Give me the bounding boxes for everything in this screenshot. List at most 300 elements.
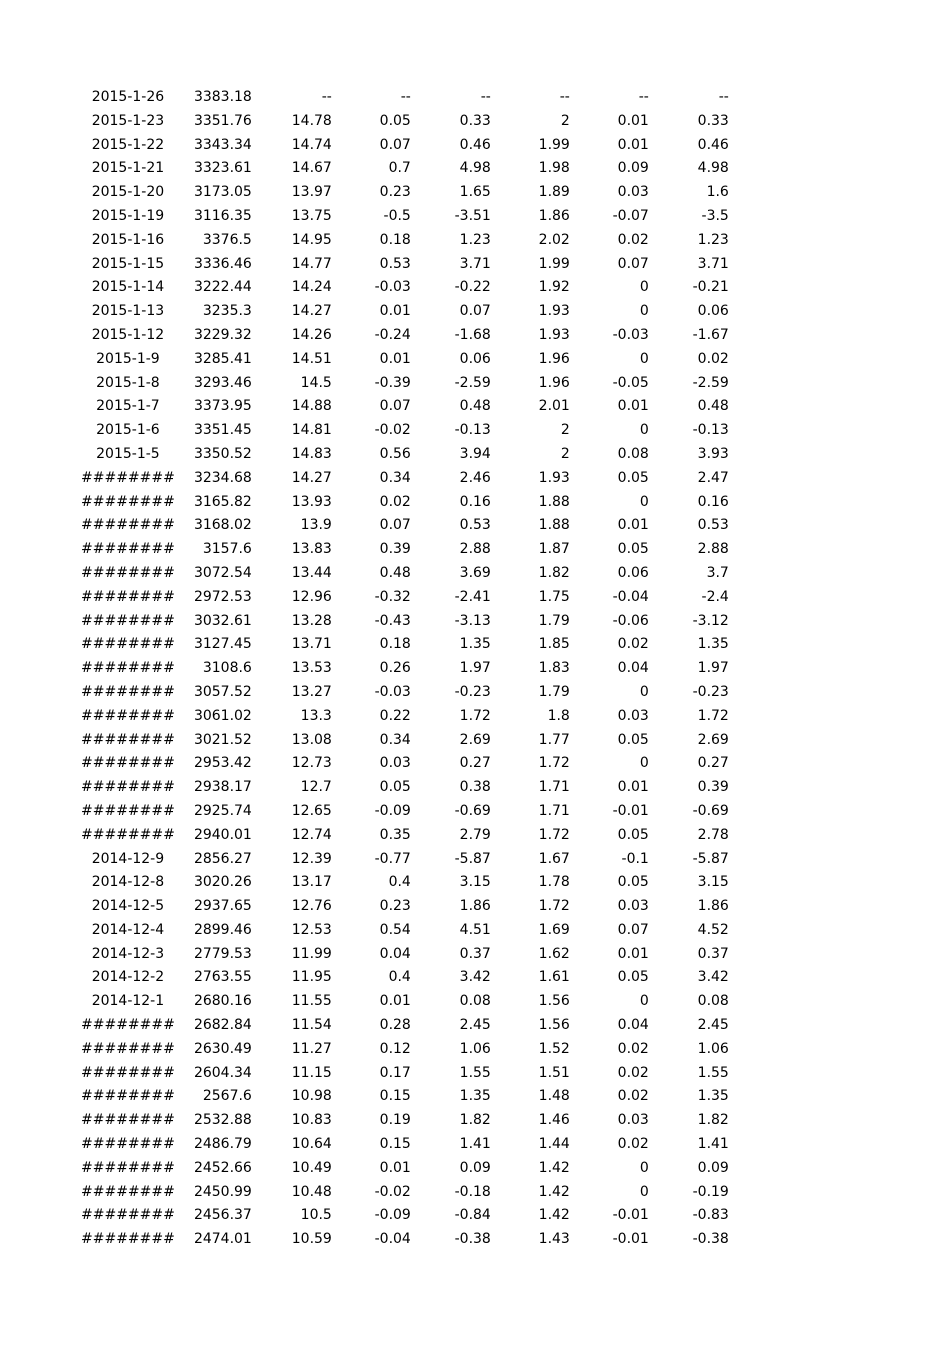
- col8-cell[interactable]: -0.38: [692, 1231, 729, 1248]
- col5-cell[interactable]: 0.38: [459, 779, 491, 796]
- col8-cell[interactable]: -0.69: [692, 802, 729, 819]
- col3-cell[interactable]: 14.26: [291, 326, 332, 343]
- col3-cell[interactable]: 13.93: [291, 493, 332, 510]
- col4-cell[interactable]: 0.4: [388, 969, 411, 986]
- col8-cell[interactable]: 2.69: [697, 731, 729, 748]
- col4-cell[interactable]: 0.15: [379, 1088, 411, 1105]
- col3-cell[interactable]: 13.9: [300, 517, 332, 534]
- col4-cell[interactable]: -0.32: [374, 588, 411, 605]
- col8-cell[interactable]: 2.78: [697, 826, 729, 843]
- col8-cell[interactable]: 3.7: [706, 564, 729, 581]
- col8-cell[interactable]: -3.5: [701, 207, 729, 224]
- close-cell[interactable]: 3165.82: [193, 493, 252, 510]
- col6-cell[interactable]: 2: [560, 112, 570, 129]
- close-cell[interactable]: 3157.6: [202, 541, 252, 558]
- col4-cell[interactable]: 0.35: [379, 826, 411, 843]
- col3-cell[interactable]: 13.28: [291, 612, 332, 629]
- col8-cell[interactable]: --: [718, 89, 729, 105]
- close-cell[interactable]: 3235.3: [202, 303, 252, 320]
- close-cell[interactable]: 2856.27: [193, 850, 252, 867]
- date-cell[interactable]: 2015-1-23: [91, 112, 165, 129]
- close-cell[interactable]: 2456.37: [193, 1207, 252, 1224]
- close-cell[interactable]: 3351.76: [193, 112, 252, 129]
- date-cell[interactable]: ########: [81, 1183, 175, 1200]
- col4-cell[interactable]: -0.02: [374, 422, 411, 439]
- col4-cell[interactable]: 0.54: [379, 921, 411, 938]
- col8-cell[interactable]: 0.53: [697, 517, 729, 534]
- col8-cell[interactable]: -0.21: [692, 279, 729, 296]
- date-cell[interactable]: ########: [81, 541, 175, 558]
- col4-cell[interactable]: 0.48: [379, 564, 411, 581]
- col4-cell[interactable]: 0.18: [379, 636, 411, 653]
- col4-cell[interactable]: 0.34: [379, 469, 411, 486]
- col5-cell[interactable]: 4.98: [459, 160, 491, 177]
- col7-cell[interactable]: 0.05: [617, 541, 649, 558]
- close-cell[interactable]: 2779.53: [193, 945, 252, 962]
- col6-cell[interactable]: 1.42: [538, 1159, 570, 1176]
- col5-cell[interactable]: 1.97: [459, 660, 491, 677]
- date-cell[interactable]: ########: [81, 1064, 175, 1081]
- col6-cell[interactable]: 1.46: [538, 1112, 570, 1129]
- col5-cell[interactable]: 0.16: [459, 493, 491, 510]
- col5-cell[interactable]: 1.86: [459, 898, 491, 915]
- date-cell[interactable]: ########: [81, 1207, 175, 1224]
- col5-cell[interactable]: 0.33: [459, 112, 491, 129]
- col8-cell[interactable]: -5.87: [692, 850, 729, 867]
- col6-cell[interactable]: 1.86: [538, 207, 570, 224]
- col5-cell[interactable]: -3.13: [454, 612, 491, 629]
- col7-cell[interactable]: 0.08: [617, 445, 649, 462]
- col6-cell[interactable]: 1.82: [538, 564, 570, 581]
- col4-cell[interactable]: 0.56: [379, 445, 411, 462]
- col7-cell[interactable]: 0.07: [617, 255, 649, 272]
- col3-cell[interactable]: 10.5: [300, 1207, 332, 1224]
- col5-cell[interactable]: 1.06: [459, 1040, 491, 1057]
- col6-cell[interactable]: 1.62: [538, 945, 570, 962]
- col4-cell[interactable]: 0.01: [379, 303, 411, 320]
- close-cell[interactable]: 3350.52: [193, 445, 252, 462]
- date-cell[interactable]: ########: [81, 731, 175, 748]
- col3-cell[interactable]: 13.27: [291, 683, 332, 700]
- col6-cell[interactable]: 1.67: [538, 850, 570, 867]
- date-cell[interactable]: ########: [81, 588, 175, 605]
- col5-cell[interactable]: 0.08: [459, 993, 491, 1010]
- col3-cell[interactable]: 14.78: [291, 112, 332, 129]
- col8-cell[interactable]: 1.35: [697, 636, 729, 653]
- date-cell[interactable]: ########: [81, 1040, 175, 1057]
- date-cell[interactable]: 2015-1-12: [91, 326, 165, 343]
- col6-cell[interactable]: 1.44: [538, 1136, 570, 1153]
- col8-cell[interactable]: 0.02: [697, 350, 729, 367]
- date-cell[interactable]: ########: [81, 1112, 175, 1129]
- col3-cell[interactable]: 13.75: [291, 207, 332, 224]
- col3-cell[interactable]: 14.95: [291, 231, 332, 248]
- col6-cell[interactable]: 1.52: [538, 1040, 570, 1057]
- col4-cell[interactable]: 0.7: [388, 160, 411, 177]
- col3-cell[interactable]: 10.59: [291, 1231, 332, 1248]
- close-cell[interactable]: 3168.02: [193, 517, 252, 534]
- col6-cell[interactable]: 1.56: [538, 993, 570, 1010]
- col4-cell[interactable]: -0.03: [374, 279, 411, 296]
- col5-cell[interactable]: 3.15: [459, 874, 491, 891]
- col4-cell[interactable]: 0.03: [379, 755, 411, 772]
- col4-cell[interactable]: 0.19: [379, 1112, 411, 1129]
- col3-cell[interactable]: 10.48: [291, 1183, 332, 1200]
- col7-cell[interactable]: --: [638, 89, 649, 105]
- col8-cell[interactable]: 1.97: [697, 660, 729, 677]
- col3-cell[interactable]: 12.7: [300, 779, 332, 796]
- col8-cell[interactable]: 1.72: [697, 707, 729, 724]
- col4-cell[interactable]: 0.05: [379, 112, 411, 129]
- col7-cell[interactable]: 0.06: [617, 564, 649, 581]
- col4-cell[interactable]: 0.18: [379, 231, 411, 248]
- col4-cell[interactable]: 0.04: [379, 945, 411, 962]
- col7-cell[interactable]: 0.03: [617, 1112, 649, 1129]
- date-cell[interactable]: 2014-12-8: [91, 874, 165, 891]
- col8-cell[interactable]: 1.06: [697, 1040, 729, 1057]
- close-cell[interactable]: 3057.52: [193, 683, 252, 700]
- col6-cell[interactable]: 1.99: [538, 255, 570, 272]
- col6-cell[interactable]: 2.01: [538, 398, 570, 415]
- col5-cell[interactable]: 0.06: [459, 350, 491, 367]
- col4-cell[interactable]: 0.07: [379, 136, 411, 153]
- col5-cell[interactable]: 2.79: [459, 826, 491, 843]
- col8-cell[interactable]: -3.12: [692, 612, 729, 629]
- col8-cell[interactable]: 4.98: [697, 160, 729, 177]
- close-cell[interactable]: 2925.74: [193, 802, 252, 819]
- col7-cell[interactable]: 0.01: [617, 779, 649, 796]
- date-cell[interactable]: 2015-1-6: [96, 422, 160, 439]
- date-cell[interactable]: 2015-1-14: [91, 279, 165, 296]
- col5-cell[interactable]: --: [480, 89, 491, 105]
- col4-cell[interactable]: --: [400, 89, 411, 105]
- col7-cell[interactable]: 0.05: [617, 874, 649, 891]
- col5-cell[interactable]: -0.84: [454, 1207, 491, 1224]
- col8-cell[interactable]: 3.42: [697, 969, 729, 986]
- date-cell[interactable]: 2015-1-7: [96, 398, 160, 415]
- col7-cell[interactable]: 0.03: [617, 184, 649, 201]
- date-cell[interactable]: 2015-1-22: [91, 136, 165, 153]
- col4-cell[interactable]: 0.01: [379, 350, 411, 367]
- close-cell[interactable]: 2474.01: [193, 1231, 252, 1248]
- col3-cell[interactable]: 11.55: [291, 993, 332, 1010]
- col8-cell[interactable]: 0.33: [697, 112, 729, 129]
- col5-cell[interactable]: -2.59: [454, 374, 491, 391]
- col6-cell[interactable]: 1.42: [538, 1183, 570, 1200]
- col8-cell[interactable]: -2.4: [701, 588, 729, 605]
- col6-cell[interactable]: 1.51: [538, 1064, 570, 1081]
- date-cell[interactable]: 2015-1-15: [91, 255, 165, 272]
- col7-cell[interactable]: 0.05: [617, 826, 649, 843]
- close-cell[interactable]: 3032.61: [193, 612, 252, 629]
- date-cell[interactable]: ########: [81, 1017, 175, 1034]
- date-cell[interactable]: 2014-12-9: [91, 850, 165, 867]
- col5-cell[interactable]: 3.42: [459, 969, 491, 986]
- col7-cell[interactable]: 0.04: [617, 660, 649, 677]
- close-cell[interactable]: 3072.54: [193, 564, 252, 581]
- col7-cell[interactable]: -0.06: [612, 612, 649, 629]
- col4-cell[interactable]: 0.12: [379, 1040, 411, 1057]
- date-cell[interactable]: ########: [81, 1159, 175, 1176]
- col6-cell[interactable]: 1.83: [538, 660, 570, 677]
- col6-cell[interactable]: 1.96: [538, 374, 570, 391]
- close-cell[interactable]: 2953.42: [193, 755, 252, 772]
- close-cell[interactable]: 3336.46: [193, 255, 252, 272]
- col4-cell[interactable]: 0.07: [379, 398, 411, 415]
- col5-cell[interactable]: 2.46: [459, 469, 491, 486]
- col3-cell[interactable]: 11.99: [291, 945, 332, 962]
- col3-cell[interactable]: 12.74: [291, 826, 332, 843]
- col5-cell[interactable]: 1.82: [459, 1112, 491, 1129]
- col7-cell[interactable]: -0.05: [612, 374, 649, 391]
- date-cell[interactable]: ########: [81, 755, 175, 772]
- col5-cell[interactable]: -0.23: [454, 683, 491, 700]
- col8-cell[interactable]: 1.6: [706, 184, 729, 201]
- col8-cell[interactable]: 3.15: [697, 874, 729, 891]
- col7-cell[interactable]: 0: [639, 303, 649, 320]
- close-cell[interactable]: 3376.5: [202, 231, 252, 248]
- close-cell[interactable]: 3343.34: [193, 136, 252, 153]
- col3-cell[interactable]: 13.44: [291, 564, 332, 581]
- close-cell[interactable]: 3373.95: [193, 398, 252, 415]
- close-cell[interactable]: 2604.34: [193, 1064, 252, 1081]
- date-cell[interactable]: 2015-1-8: [96, 374, 160, 391]
- close-cell[interactable]: 3383.18: [193, 89, 252, 105]
- col7-cell[interactable]: 0: [639, 493, 649, 510]
- col3-cell[interactable]: 14.5: [300, 374, 332, 391]
- col3-cell[interactable]: 11.27: [291, 1040, 332, 1057]
- close-cell[interactable]: 3021.52: [193, 731, 252, 748]
- col6-cell[interactable]: 1.72: [538, 755, 570, 772]
- col3-cell[interactable]: 12.53: [291, 921, 332, 938]
- close-cell[interactable]: 3173.05: [193, 184, 252, 201]
- col3-cell[interactable]: 14.27: [291, 303, 332, 320]
- col8-cell[interactable]: 1.23: [697, 231, 729, 248]
- col3-cell[interactable]: 11.15: [291, 1064, 332, 1081]
- close-cell[interactable]: 3229.32: [193, 326, 252, 343]
- col7-cell[interactable]: 0.02: [617, 231, 649, 248]
- date-cell[interactable]: 2015-1-19: [91, 207, 165, 224]
- col5-cell[interactable]: -0.69: [454, 802, 491, 819]
- col3-cell[interactable]: 13.53: [291, 660, 332, 677]
- col5-cell[interactable]: 1.72: [459, 707, 491, 724]
- col5-cell[interactable]: 3.69: [459, 564, 491, 581]
- col8-cell[interactable]: 2.47: [697, 469, 729, 486]
- col5-cell[interactable]: 2.45: [459, 1017, 491, 1034]
- date-cell[interactable]: 2015-1-13: [91, 303, 165, 320]
- col6-cell[interactable]: 1.75: [538, 588, 570, 605]
- col7-cell[interactable]: 0.02: [617, 1136, 649, 1153]
- col4-cell[interactable]: -0.77: [374, 850, 411, 867]
- close-cell[interactable]: 2630.49: [193, 1040, 252, 1057]
- col5-cell[interactable]: -0.13: [454, 422, 491, 439]
- col8-cell[interactable]: -1.67: [692, 326, 729, 343]
- col6-cell[interactable]: 1.93: [538, 303, 570, 320]
- col3-cell[interactable]: 14.81: [291, 422, 332, 439]
- col5-cell[interactable]: -0.22: [454, 279, 491, 296]
- col4-cell[interactable]: 0.01: [379, 993, 411, 1010]
- col3-cell[interactable]: 10.64: [291, 1136, 332, 1153]
- col8-cell[interactable]: 4.52: [697, 921, 729, 938]
- col8-cell[interactable]: 0.06: [697, 303, 729, 320]
- col4-cell[interactable]: -0.09: [374, 802, 411, 819]
- col5-cell[interactable]: -5.87: [454, 850, 491, 867]
- col7-cell[interactable]: 0: [639, 993, 649, 1010]
- col5-cell[interactable]: 0.53: [459, 517, 491, 534]
- col3-cell[interactable]: 10.83: [291, 1112, 332, 1129]
- col3-cell[interactable]: 11.54: [291, 1017, 332, 1034]
- col3-cell[interactable]: 10.49: [291, 1159, 332, 1176]
- date-cell[interactable]: ########: [81, 612, 175, 629]
- col6-cell[interactable]: 1.87: [538, 541, 570, 558]
- date-cell[interactable]: ########: [81, 707, 175, 724]
- col5-cell[interactable]: -2.41: [454, 588, 491, 605]
- col3-cell[interactable]: 13.08: [291, 731, 332, 748]
- col7-cell[interactable]: 0.01: [617, 517, 649, 534]
- col6-cell[interactable]: 2.02: [538, 231, 570, 248]
- date-cell[interactable]: 2015-1-20: [91, 184, 165, 201]
- col3-cell[interactable]: 14.51: [291, 350, 332, 367]
- date-cell[interactable]: ########: [81, 493, 175, 510]
- col4-cell[interactable]: 0.02: [379, 493, 411, 510]
- close-cell[interactable]: 3222.44: [193, 279, 252, 296]
- col6-cell[interactable]: 1.48: [538, 1088, 570, 1105]
- col4-cell[interactable]: -0.43: [374, 612, 411, 629]
- col6-cell[interactable]: 1.92: [538, 279, 570, 296]
- col5-cell[interactable]: 3.94: [459, 445, 491, 462]
- col4-cell[interactable]: -0.5: [383, 207, 411, 224]
- col8-cell[interactable]: 0.16: [697, 493, 729, 510]
- close-cell[interactable]: 3323.61: [193, 160, 252, 177]
- col7-cell[interactable]: -0.07: [612, 207, 649, 224]
- col6-cell[interactable]: 1.85: [538, 636, 570, 653]
- date-cell[interactable]: ########: [81, 802, 175, 819]
- col8-cell[interactable]: 3.71: [697, 255, 729, 272]
- col3-cell[interactable]: 10.98: [291, 1088, 332, 1105]
- col5-cell[interactable]: 1.41: [459, 1136, 491, 1153]
- col4-cell[interactable]: -0.04: [374, 1231, 411, 1248]
- col6-cell[interactable]: 1.79: [538, 683, 570, 700]
- col6-cell[interactable]: 1.77: [538, 731, 570, 748]
- col8-cell[interactable]: 0.27: [697, 755, 729, 772]
- col7-cell[interactable]: -0.03: [612, 326, 649, 343]
- col3-cell[interactable]: 13.71: [291, 636, 332, 653]
- col6-cell[interactable]: 1.88: [538, 493, 570, 510]
- close-cell[interactable]: 3020.26: [193, 874, 252, 891]
- close-cell[interactable]: 3234.68: [193, 469, 252, 486]
- date-cell[interactable]: ########: [81, 564, 175, 581]
- col8-cell[interactable]: 0.48: [697, 398, 729, 415]
- close-cell[interactable]: 3116.35: [193, 207, 252, 224]
- col5-cell[interactable]: 0.09: [459, 1159, 491, 1176]
- col7-cell[interactable]: 0.02: [617, 1064, 649, 1081]
- col7-cell[interactable]: 0.02: [617, 636, 649, 653]
- close-cell[interactable]: 2940.01: [193, 826, 252, 843]
- close-cell[interactable]: 2972.53: [193, 588, 252, 605]
- col7-cell[interactable]: 0.03: [617, 707, 649, 724]
- col7-cell[interactable]: 0.05: [617, 731, 649, 748]
- col3-cell[interactable]: 13.17: [291, 874, 332, 891]
- date-cell[interactable]: 2015-1-21: [91, 160, 165, 177]
- col5-cell[interactable]: 1.35: [459, 636, 491, 653]
- col4-cell[interactable]: 0.23: [379, 898, 411, 915]
- col5-cell[interactable]: -0.18: [454, 1183, 491, 1200]
- col7-cell[interactable]: 0.02: [617, 1040, 649, 1057]
- col6-cell[interactable]: --: [559, 89, 570, 105]
- col3-cell[interactable]: 14.67: [291, 160, 332, 177]
- close-cell[interactable]: 2937.65: [193, 898, 252, 915]
- col6-cell[interactable]: 2: [560, 422, 570, 439]
- col6-cell[interactable]: 1.71: [538, 779, 570, 796]
- date-cell[interactable]: 2015-1-5: [96, 445, 160, 462]
- date-cell[interactable]: 2014-12-1: [91, 993, 165, 1010]
- close-cell[interactable]: 2680.16: [193, 993, 252, 1010]
- col3-cell[interactable]: 14.74: [291, 136, 332, 153]
- col5-cell[interactable]: -3.51: [454, 207, 491, 224]
- col6-cell[interactable]: 1.8: [547, 707, 570, 724]
- date-cell[interactable]: ########: [81, 636, 175, 653]
- close-cell[interactable]: 2532.88: [193, 1112, 252, 1129]
- col8-cell[interactable]: 0.09: [697, 1159, 729, 1176]
- col4-cell[interactable]: 0.15: [379, 1136, 411, 1153]
- close-cell[interactable]: 2682.84: [193, 1017, 252, 1034]
- date-cell[interactable]: ########: [81, 517, 175, 534]
- col5-cell[interactable]: 3.71: [459, 255, 491, 272]
- col5-cell[interactable]: 0.46: [459, 136, 491, 153]
- col6-cell[interactable]: 2: [560, 445, 570, 462]
- col8-cell[interactable]: -0.23: [692, 683, 729, 700]
- col4-cell[interactable]: 0.39: [379, 541, 411, 558]
- close-cell[interactable]: 3351.45: [193, 422, 252, 439]
- col7-cell[interactable]: 0.01: [617, 136, 649, 153]
- col7-cell[interactable]: 0: [639, 1159, 649, 1176]
- col7-cell[interactable]: 0.01: [617, 112, 649, 129]
- col6-cell[interactable]: 1.79: [538, 612, 570, 629]
- date-cell[interactable]: ########: [81, 1136, 175, 1153]
- col6-cell[interactable]: 1.96: [538, 350, 570, 367]
- col3-cell[interactable]: 12.65: [291, 802, 332, 819]
- col6-cell[interactable]: 1.42: [538, 1207, 570, 1224]
- col3-cell[interactable]: 13.3: [300, 707, 332, 724]
- date-cell[interactable]: 2014-12-3: [91, 945, 165, 962]
- date-cell[interactable]: ########: [81, 1231, 175, 1248]
- col4-cell[interactable]: 0.4: [388, 874, 411, 891]
- col4-cell[interactable]: 0.53: [379, 255, 411, 272]
- col7-cell[interactable]: 0: [639, 350, 649, 367]
- col8-cell[interactable]: 1.35: [697, 1088, 729, 1105]
- col7-cell[interactable]: -0.1: [621, 850, 649, 867]
- col3-cell[interactable]: 12.39: [291, 850, 332, 867]
- col7-cell[interactable]: -0.01: [612, 802, 649, 819]
- col3-cell[interactable]: 12.76: [291, 898, 332, 915]
- date-cell[interactable]: ########: [81, 469, 175, 486]
- col3-cell[interactable]: 11.95: [291, 969, 332, 986]
- col7-cell[interactable]: 0: [639, 683, 649, 700]
- col4-cell[interactable]: 0.22: [379, 707, 411, 724]
- col5-cell[interactable]: 1.65: [459, 184, 491, 201]
- col6-cell[interactable]: 1.69: [538, 921, 570, 938]
- close-cell[interactable]: 3108.6: [202, 660, 252, 677]
- col8-cell[interactable]: 1.82: [697, 1112, 729, 1129]
- date-cell[interactable]: ########: [81, 683, 175, 700]
- col8-cell[interactable]: 0.08: [697, 993, 729, 1010]
- date-cell[interactable]: ########: [81, 779, 175, 796]
- col4-cell[interactable]: 0.23: [379, 184, 411, 201]
- col5-cell[interactable]: 1.35: [459, 1088, 491, 1105]
- col8-cell[interactable]: 1.55: [697, 1064, 729, 1081]
- col7-cell[interactable]: 0.01: [617, 945, 649, 962]
- close-cell[interactable]: 2452.66: [193, 1159, 252, 1176]
